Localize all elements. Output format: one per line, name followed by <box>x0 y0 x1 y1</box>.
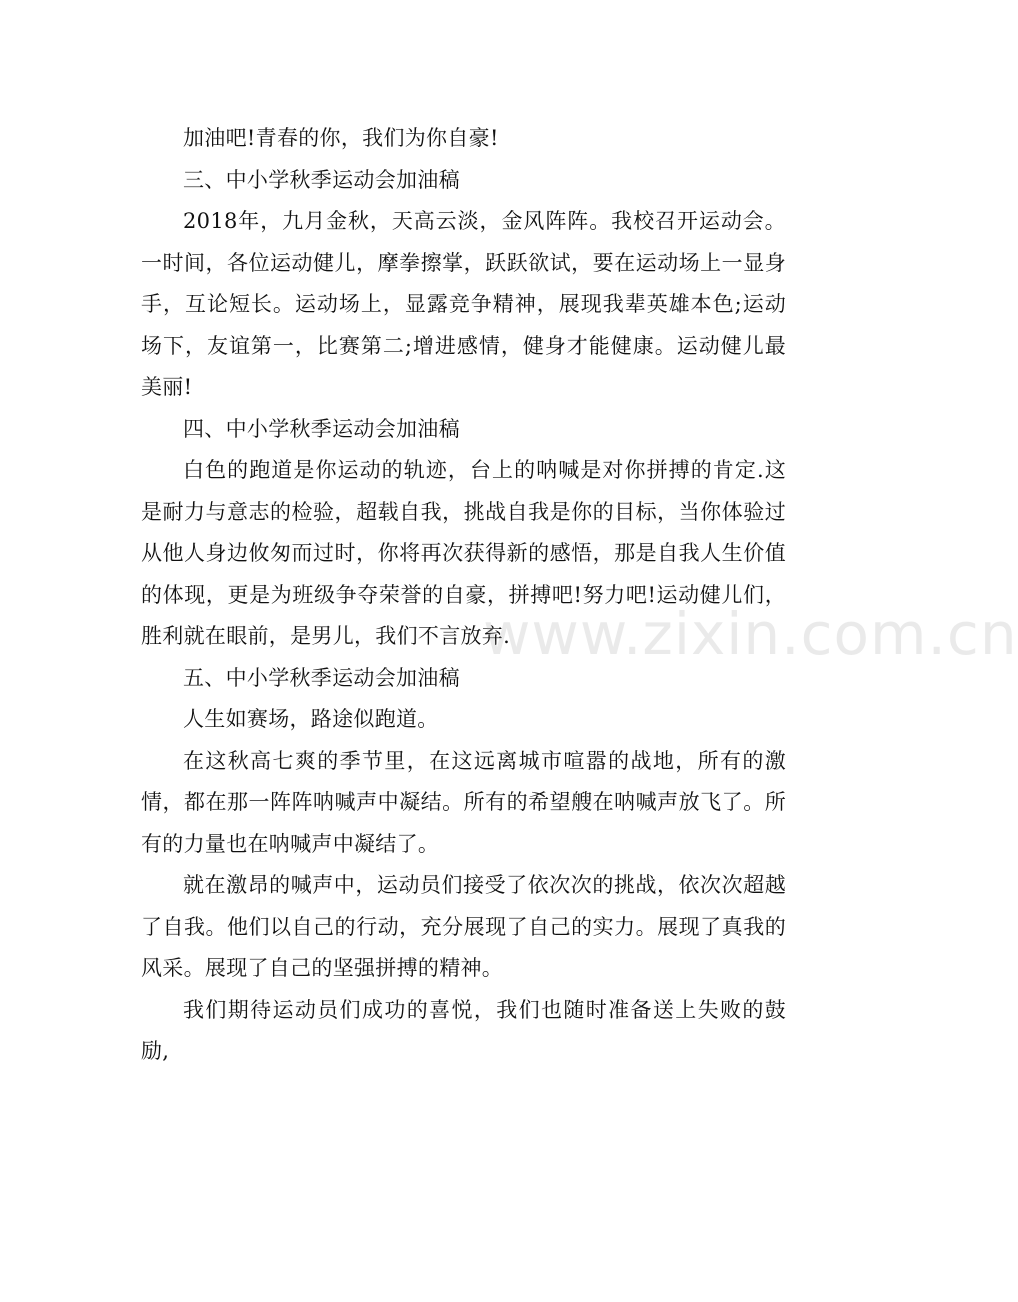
paragraph-closing-line: 加油吧!青春的你，我们为你自豪! <box>183 126 499 150</box>
watermark-text: www.zixin.com.cn <box>483 600 1018 668</box>
paragraph-section-5-body-3: 我们期待运动员们成功的喜悦，我们也随时准备送上失败的鼓励, <box>141 997 786 1063</box>
section-heading-3: 三、中小学秋季运动会加油稿 <box>183 167 460 192</box>
document-body <box>141 118 786 1073</box>
paragraph-section-3: 2018年，九月金秋，天高云淡，金风阵阵。我校召开运动会。一时间，各位运动健儿，摩拳擦掌，跃跃欲试，要在运动场上一显身手，互论短长。运动场上，显露竞争精神，展现我辈英雄本色;运动场下，友谊第一，比赛第二;增进感情，健身才能健康。运动健儿最美丽! <box>141 209 786 399</box>
paragraph-section-4: 白色的跑道是你运动的轨迹，台上的呐喊是对你拼搏的肯定.这是耐力与意志的检验，超载自我，挑战自我是你的目标，当你体验过从他人身边攸匆而过时，你将再次获得新的感悟，那是自我人生价值的体现，更是为班级争夺荣誉的自豪，拼搏吧!努力吧!运动健儿们，胜利就在眼前，是男儿，我们不言放弃. <box>141 458 786 648</box>
section-heading-5: 五、中小学秋季运动会加油稿 <box>183 665 460 690</box>
paragraph-section-5-body-1: 在这秋高七爽的季节里，在这远离城市喧嚣的战地，所有的激情，都在那一阵阵呐喊声中凝结。所有的希望艘在呐喊声放飞了。所有的力量也在呐喊声中凝结了。 <box>141 748 786 856</box>
paragraph-section-5-body-2: 就在激昂的喊声中，运动员们接受了依次次的挑战，依次次超越了自我。他们以自己的行动，充分展现了自己的实力。展现了真我的风采。展现了自己的坚强拼搏的精神。 <box>141 873 786 980</box>
section-heading-4: 四、中小学秋季运动会加油稿 <box>183 416 460 441</box>
paragraph-section-5-intro: 人生如赛场，路途似跑道。 <box>183 707 439 731</box>
